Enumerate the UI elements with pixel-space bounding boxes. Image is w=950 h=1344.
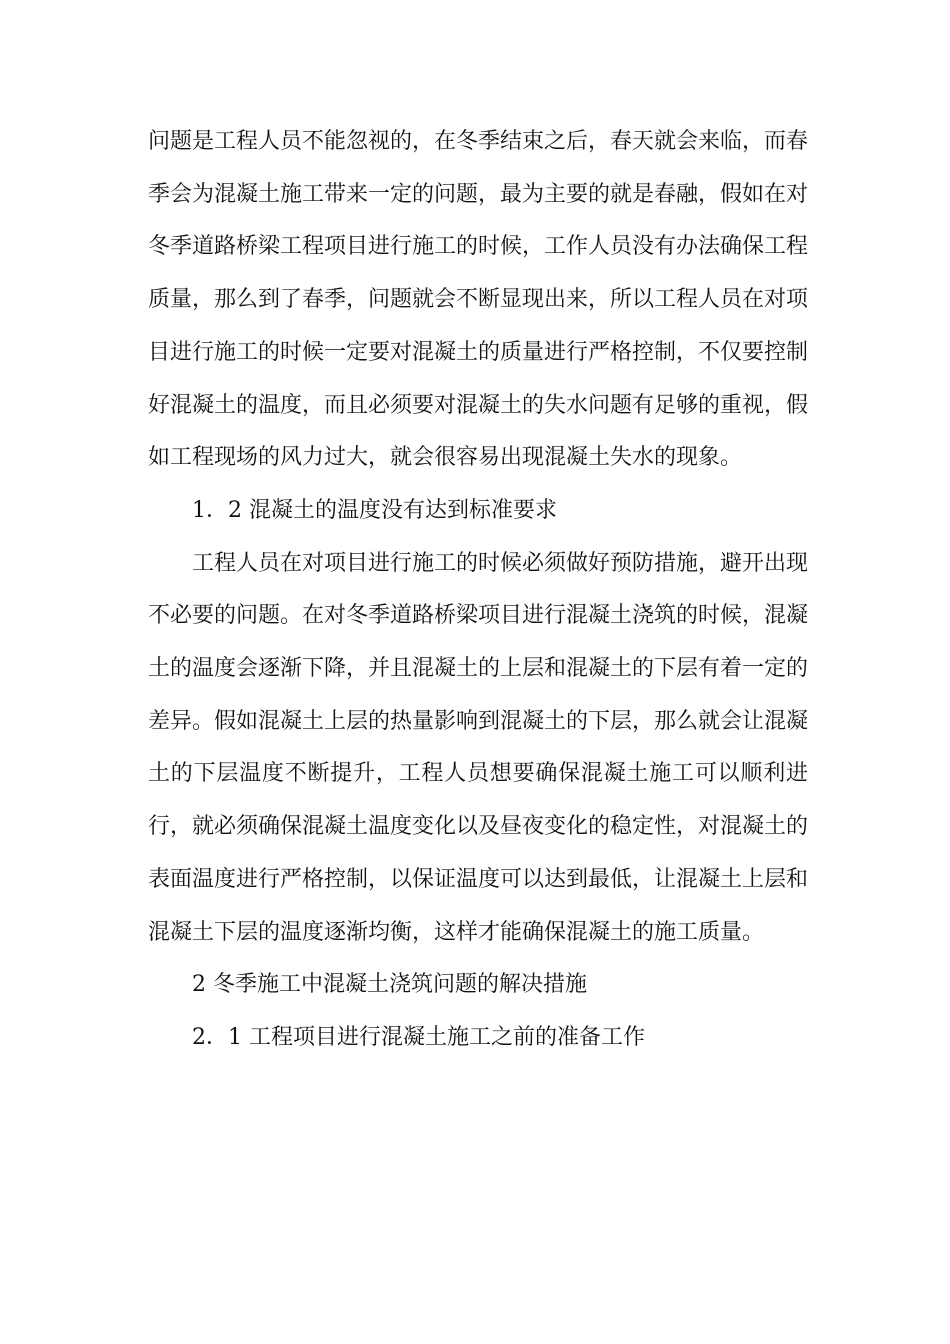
body-paragraph-temperature: 工程人员在对项目进行施工的时候必须做好预防措施，避开出现不必要的问题。在对冬季道路桥梁项目进行混凝土浇筑的时候，混凝土的温度会逐渐下降，并且混凝土的上层和混凝土的下层有着一定的差异。假如混凝土上层的热量影响到混凝土的下层，那么就会让混凝土的下层温度不断提升，工程人员想要确保混凝土施工可以顺利进行，就必须确保混凝土温度变化以及昼夜变化的稳定性，对混凝土的表面温度进行严格控制，以保证温度可以达到最低，让混凝土上层和混凝土下层的温度逐渐均衡，这样才能确保混凝土的施工质量。 — [148, 550, 809, 945]
section-heading-2-1: 2．1 工程项目进行混凝土施工之前的准备工作 — [192, 1024, 645, 1050]
section-heading-2: 2 冬季施工中混凝土浇筑问题的解决措施 — [192, 972, 587, 998]
section-heading-1-2: 1．2 混凝土的温度没有达到标准要求 — [192, 497, 557, 523]
document-body — [148, 116, 808, 1065]
body-paragraph-spring-thaw: 问题是工程人员不能忽视的，在冬季结束之后，春天就会来临，而春季会为混凝土施工带来一定的问题，最为主要的就是春融，假如在对冬季道路桥梁工程项目进行施工的时候，工作人员没有办法确保工程质量，那么到了春季，问题就会不断显现出来，所以工程人员在对项目进行施工的时候一定要对混凝土的质量进行严格控制，不仅要控制好混凝土的温度，而且必须要对混凝土的失水问题有足够的重视，假如工程现场的风力过大，就会很容易出现混凝土失水的现象。 — [148, 129, 809, 471]
